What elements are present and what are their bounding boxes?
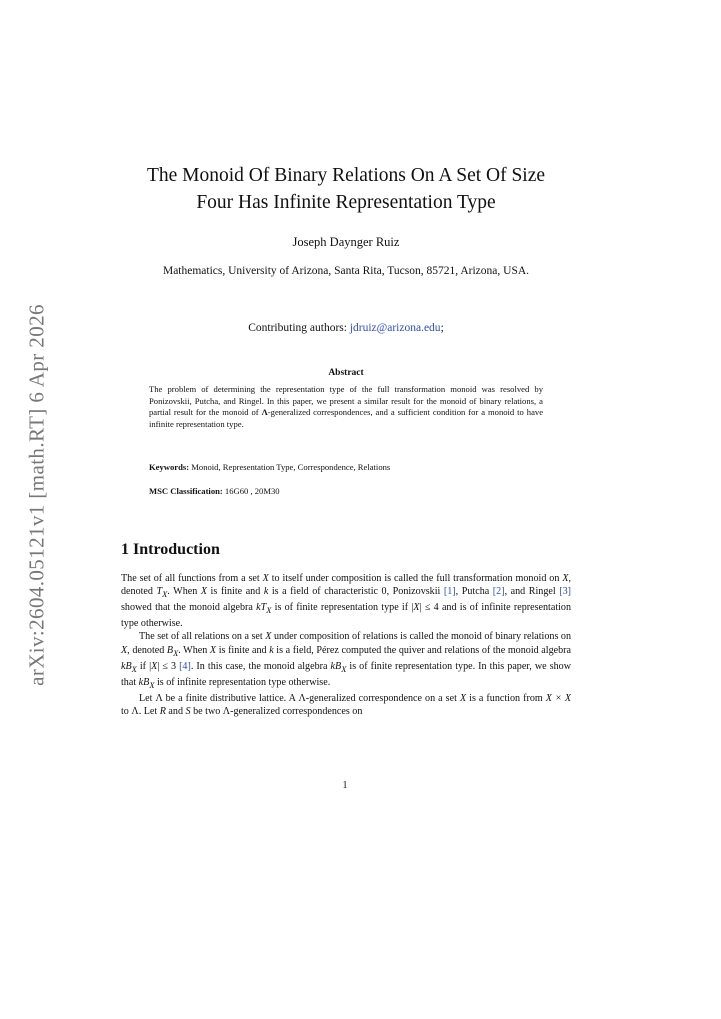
arxiv-identifier-text: arXiv:2604.05121v1 [math.RT] 6 Apr 2026 <box>24 304 49 686</box>
abstract-lambda-symbol: Λ <box>261 407 268 418</box>
paper-title-line-1: The Monoid Of Binary Relations On A Set Of Size <box>146 165 546 186</box>
msc-value: 16G60 , 20M30 <box>222 486 280 496</box>
citation-3-link[interactable]: [3] <box>559 586 572 598</box>
introduction-body <box>121 572 571 718</box>
arxiv-identifier-stamp <box>14 290 60 700</box>
contributing-authors-suffix: ; <box>440 322 444 334</box>
paragraph-2: The set of all relations on a set X under composition of relations is called the monoid of binary relations on X, denoted $B_X$. When X is finite and k is a field, Pérez computed the quiver and relations of the monoid algebra $kB_X$ if |X| ≤ 3 [4]. In this case, the monoid algebra $kB_X$ is of finite representation type. In this paper, we show that $kB_X$ is of infinite representation type otherwise. <box>121 631 572 690</box>
keywords-value: Monoid, Representation Type, Correspondence, Relations <box>189 462 391 472</box>
msc-classification-line <box>149 486 543 496</box>
citation-1-link[interactable]: [1] <box>443 586 456 598</box>
abstract-text <box>149 384 543 430</box>
page-number: 1 <box>342 780 348 791</box>
paper-title-line-2: Four Has Infinite Representation Type <box>196 192 496 213</box>
abstract-text-part-1: The problem of determining the representation type of the full transformation monoid was resolved by Ponizovskii, Putcha, and Ringel. In this paper, we present a similar result for the monoid of binary relations, a partial result for the monoid of <box>149 384 543 418</box>
author-name: Joseph Daynger Ruiz <box>292 235 400 249</box>
contributing-authors <box>110 322 582 334</box>
abstract-heading: Abstract <box>328 368 364 378</box>
msc-label: MSC Classification: <box>149 486 223 496</box>
author-affiliation: Mathematics, University of Arizona, Santa Rita, Tucson, 85721, Arizona, USA. <box>162 265 530 277</box>
paragraph-3: Let Λ be a finite distributive lattice. A Λ-generalized correspondence on a set X is a function from X × X to Λ. Let R and S be two Λ-generalized correspondences on <box>121 692 571 717</box>
citation-2-link[interactable]: [2] <box>492 586 505 598</box>
keywords-line <box>149 462 543 472</box>
citation-4-link[interactable]: [4] <box>179 660 191 672</box>
paper-title <box>110 162 582 216</box>
author-email-link[interactable]: jdruiz@arizona.edu <box>349 322 441 334</box>
contributing-authors-label: Contributing authors: <box>248 322 350 334</box>
keywords-label: Keywords: <box>149 462 190 472</box>
abstract-text-part-2: -generalized correspondences, and a sufficient condition for a monoid to have infinite representation type. <box>149 407 544 429</box>
section-heading-introduction: 1 Introduction <box>121 541 220 558</box>
paragraph-1: The set of all functions from a set X to itself under composition is called the full transformation monoid on X, denoted $T_X$. When X is finite and k is a field of characteristic 0, Ponizovskii [1], Putcha [2], and Ringel [3] showed that the monoid algebra $kT_X$ is of finite representation type if |X| ≤ 4 and is of infinite representation type otherwise. <box>121 573 572 630</box>
